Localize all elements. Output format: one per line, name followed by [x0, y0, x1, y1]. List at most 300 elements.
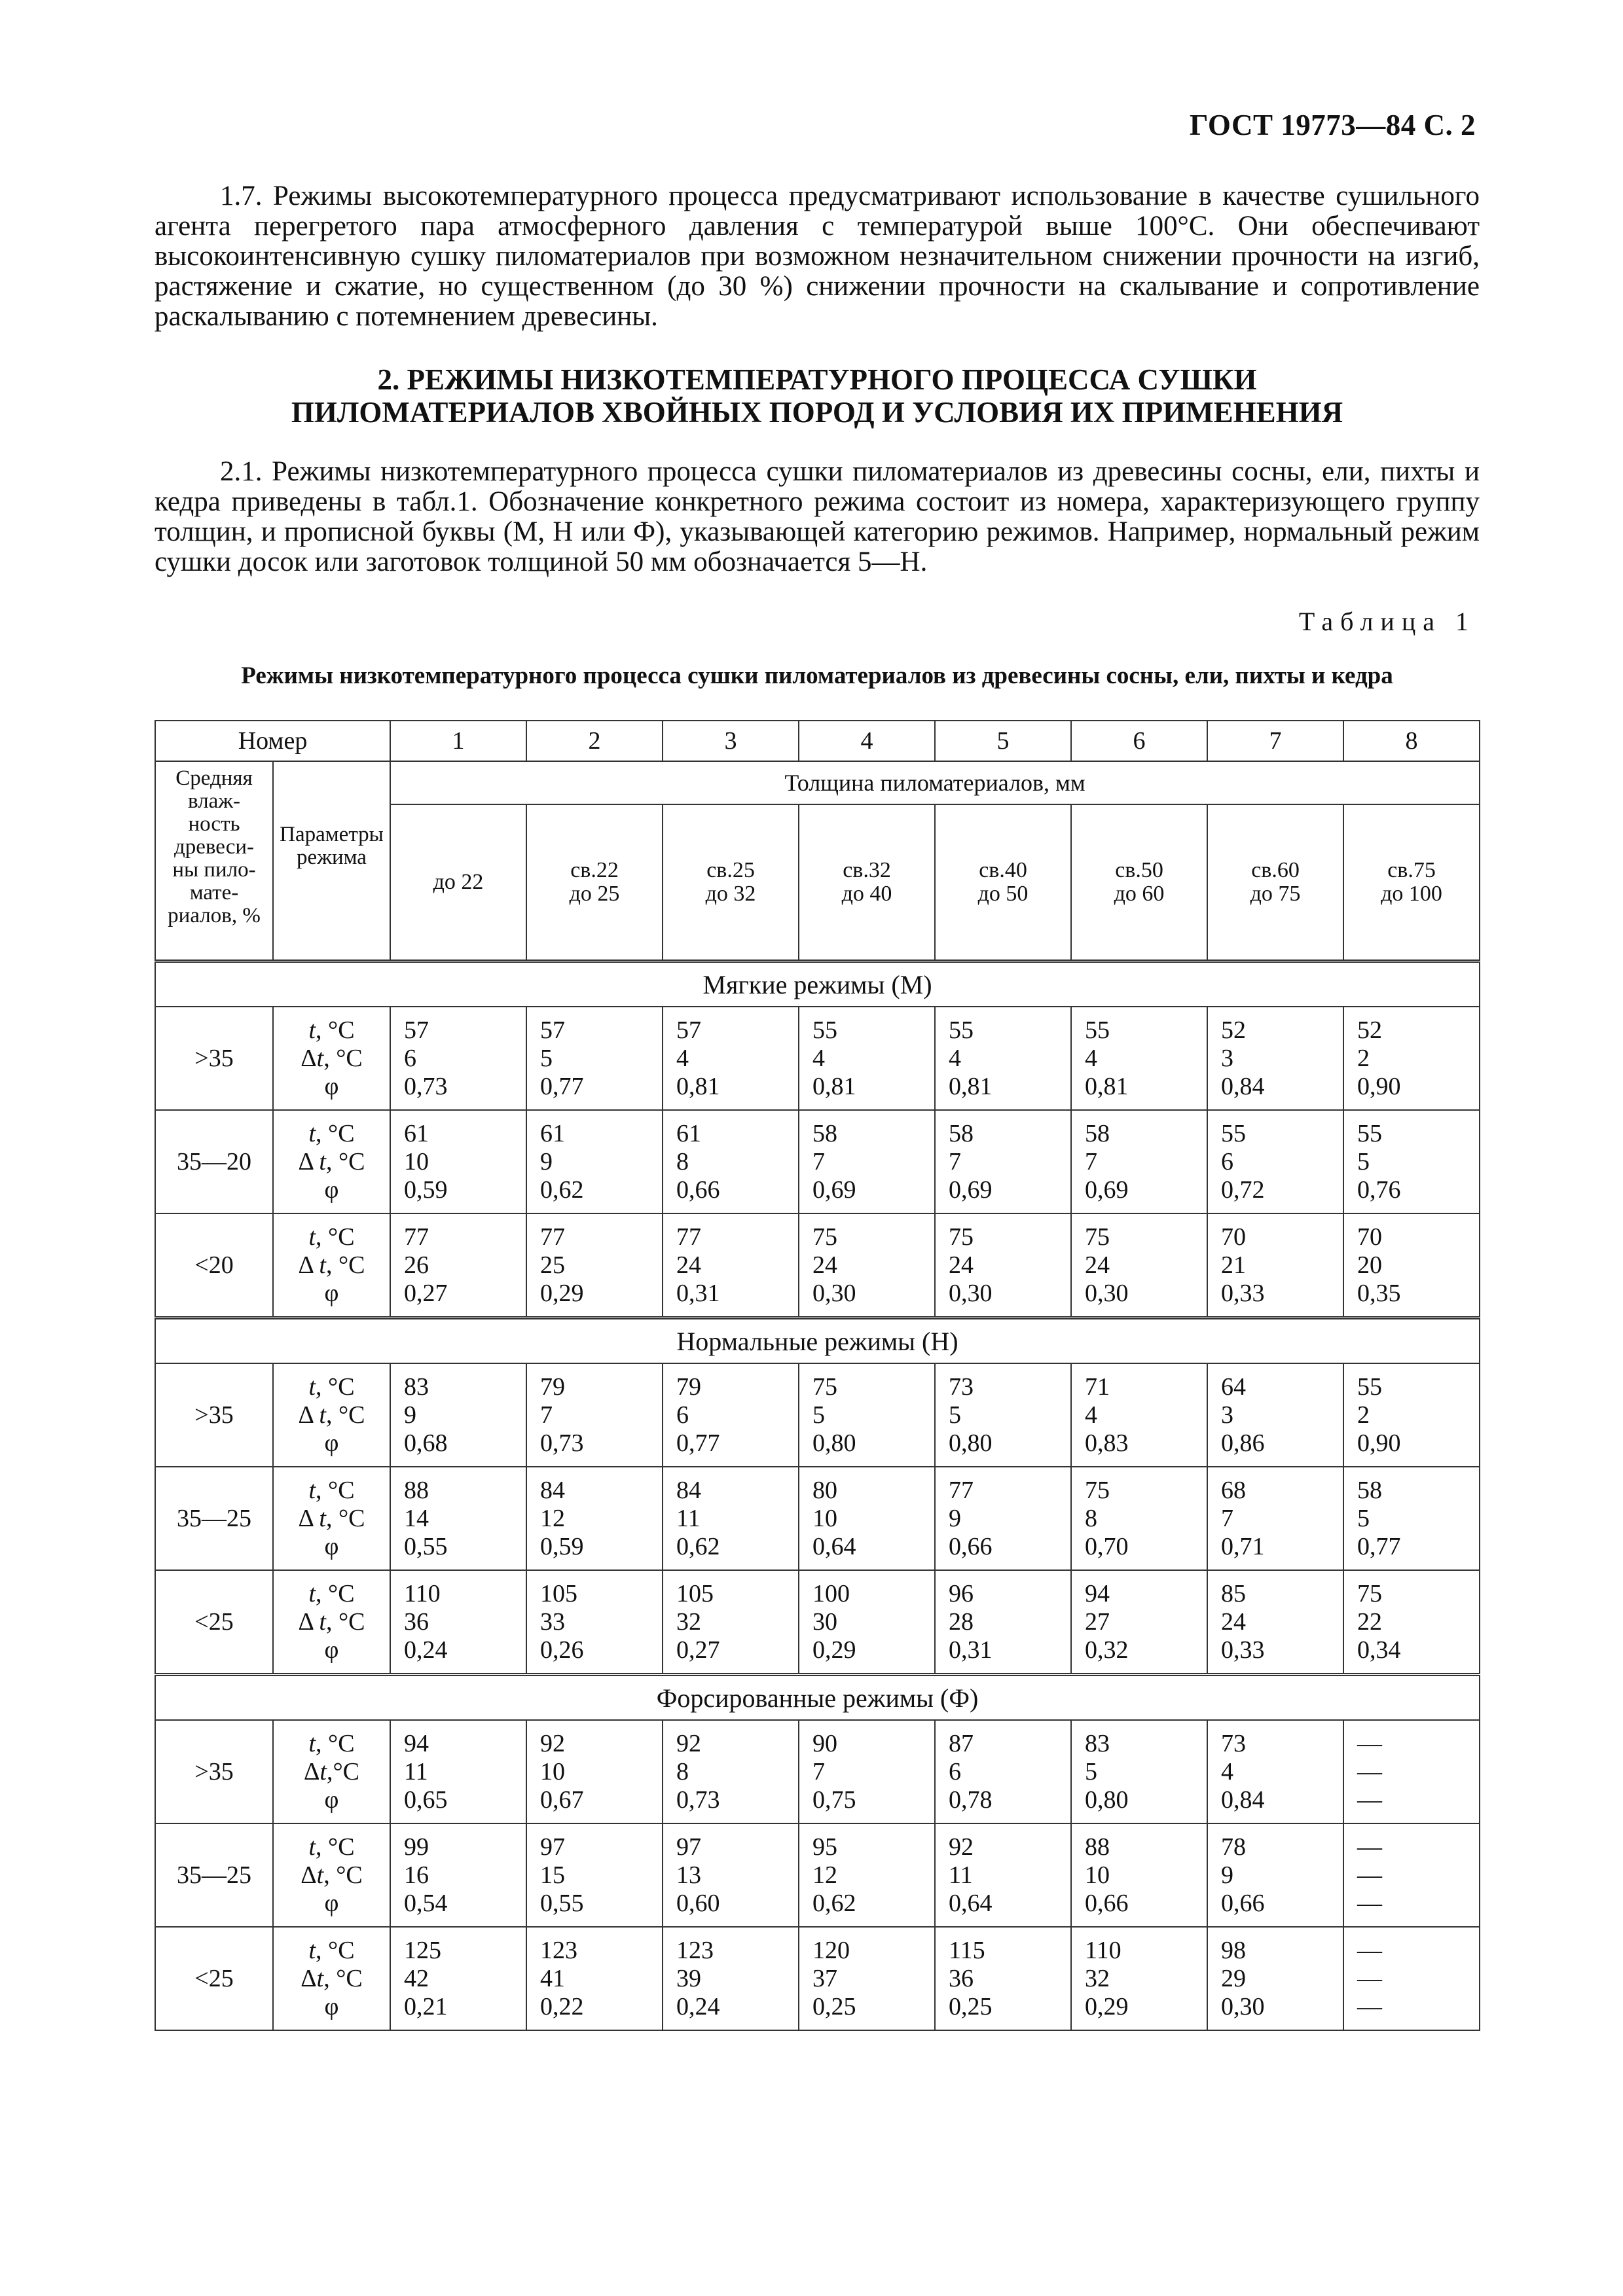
value-line: 0,64	[949, 1889, 993, 1917]
value-cell	[799, 1823, 935, 1927]
value-line: 8	[676, 1757, 689, 1785]
value-line: 75	[1085, 1476, 1110, 1504]
param-line: t, °C	[308, 1016, 355, 1044]
value-cell	[526, 1213, 663, 1318]
mode-number-cell: 1	[390, 721, 526, 761]
value-line: 0,60	[676, 1889, 720, 1917]
section-row	[155, 961, 1480, 1007]
value-line: 0,66	[949, 1532, 993, 1560]
value-cell	[1343, 1823, 1480, 1927]
value-cell	[1343, 1363, 1480, 1467]
section-title-cell: Нормальные режимы (Н)	[155, 1318, 1480, 1364]
value-line: 5	[812, 1401, 826, 1429]
thickness-cell	[1343, 804, 1480, 961]
param-line: φ	[324, 1532, 339, 1560]
value-line: 8	[1085, 1504, 1098, 1532]
table-row-header	[155, 761, 1480, 804]
value-cell	[1343, 1927, 1480, 2030]
value-line: 24	[1221, 1607, 1247, 1636]
params-cell	[273, 1823, 390, 1927]
value-line: 3	[1221, 1401, 1234, 1429]
value-line: 0,24	[404, 1636, 448, 1664]
value-line: 55	[1357, 1372, 1383, 1401]
value-cell	[663, 1467, 799, 1570]
value-line: 0,29	[812, 1636, 856, 1664]
thickness-cell	[1071, 804, 1207, 961]
value-line: 57	[676, 1016, 702, 1044]
value-line: 3	[1221, 1044, 1234, 1072]
value-cell	[935, 1570, 1071, 1675]
value-line: 0,30	[1085, 1279, 1129, 1307]
value-cell	[390, 1570, 526, 1675]
value-line: 88	[404, 1476, 429, 1504]
value-line: 79	[676, 1372, 702, 1401]
value-line: 58	[1085, 1119, 1110, 1147]
params-cell	[273, 1363, 390, 1467]
value-line: 87	[949, 1729, 974, 1757]
section-row	[155, 1675, 1480, 1721]
value-line: 55	[1357, 1119, 1383, 1147]
value-line: 0,66	[676, 1175, 720, 1204]
value-line: 55	[812, 1016, 838, 1044]
value-cell	[1071, 1823, 1207, 1927]
value-line: 5	[949, 1401, 962, 1429]
value-line: 73	[949, 1372, 974, 1401]
value-cell	[390, 1720, 526, 1823]
value-line: 30	[812, 1607, 838, 1636]
value-line: —	[1357, 1757, 1383, 1785]
value-line: 7	[812, 1147, 826, 1175]
value-cell	[1071, 1467, 1207, 1570]
value-line: 32	[1085, 1964, 1110, 1992]
value-cell	[1207, 1007, 1343, 1110]
value-line: 0,81	[949, 1072, 993, 1100]
value-cell	[799, 1213, 935, 1318]
value-line: 92	[949, 1833, 974, 1861]
value-line: 97	[540, 1833, 566, 1861]
value-line: 0,80	[1085, 1785, 1129, 1814]
value-line: 95	[812, 1833, 838, 1861]
value-line: 57	[404, 1016, 429, 1044]
value-line: 75	[812, 1223, 838, 1251]
value-line: 32	[676, 1607, 702, 1636]
value-line: 36	[949, 1964, 974, 1992]
value-line: —	[1357, 1729, 1383, 1757]
value-line: 13	[676, 1861, 702, 1889]
value-line: 100	[812, 1579, 850, 1607]
value-line: 0,25	[949, 1992, 993, 2020]
value-line: 94	[404, 1729, 429, 1757]
thickness-line: св.40	[979, 858, 1027, 882]
mode-number-cell: 6	[1071, 721, 1207, 761]
param-line: t, °C	[308, 1729, 355, 1757]
value-line: 83	[404, 1372, 429, 1401]
value-cell	[390, 1823, 526, 1927]
value-line: 58	[1357, 1476, 1383, 1504]
value-line: 11	[949, 1861, 973, 1889]
value-line: 125	[404, 1936, 442, 1964]
value-line: 0,32	[1085, 1636, 1129, 1664]
value-line: 0,54	[404, 1889, 448, 1917]
value-cell	[799, 1720, 935, 1823]
value-line: 0,30	[812, 1279, 856, 1307]
thickness-line: св.60	[1251, 858, 1300, 882]
moisture-cell: 35—25	[155, 1823, 273, 1927]
value-line: 0,70	[1085, 1532, 1129, 1560]
value-line: 9	[949, 1504, 962, 1532]
value-line: —	[1357, 1861, 1383, 1889]
value-line: 6	[1221, 1147, 1234, 1175]
value-line: 11	[676, 1504, 701, 1532]
value-line: 58	[949, 1119, 974, 1147]
thickness-header-cell: Толщина пиломатериалов, мм	[390, 761, 1480, 804]
value-line: 0,77	[1357, 1532, 1401, 1560]
value-line: 36	[404, 1607, 429, 1636]
value-cell	[935, 1363, 1071, 1467]
param-line: Δt,°C	[303, 1757, 360, 1785]
value-line: 0,31	[949, 1636, 993, 1664]
value-line: 0,90	[1357, 1072, 1401, 1100]
value-cell	[1071, 1007, 1207, 1110]
value-line: 6	[949, 1757, 962, 1785]
value-line: 68	[1221, 1476, 1247, 1504]
value-line: 8	[676, 1147, 689, 1175]
value-line: 5	[1085, 1757, 1098, 1785]
value-line: 0,59	[404, 1175, 448, 1204]
thickness-cell	[935, 804, 1071, 961]
param-line: t, °C	[308, 1579, 355, 1607]
param-line: φ	[324, 1429, 339, 1457]
value-line: 6	[676, 1401, 689, 1429]
value-line: 39	[676, 1964, 702, 1992]
params-cell	[273, 1720, 390, 1823]
value-line: 10	[1085, 1861, 1110, 1889]
value-line: 0,83	[1085, 1429, 1129, 1457]
thickness-cell	[663, 804, 799, 961]
value-line: 70	[1221, 1223, 1247, 1251]
value-line: 123	[540, 1936, 578, 1964]
value-line: 75	[1357, 1579, 1383, 1607]
value-cell	[1071, 1110, 1207, 1213]
moisture-cell: <20	[155, 1213, 273, 1318]
value-cell	[390, 1927, 526, 2030]
value-line: 110	[404, 1579, 441, 1607]
value-line: —	[1357, 1992, 1383, 2020]
value-line: 7	[812, 1757, 826, 1785]
value-cell	[799, 1007, 935, 1110]
value-line: 4	[1085, 1401, 1098, 1429]
params-header-line: режима	[297, 846, 367, 869]
value-cell	[799, 1467, 935, 1570]
thickness-cell	[1207, 804, 1343, 961]
value-line: 5	[1357, 1147, 1370, 1175]
param-line: Δ t, °C	[298, 1401, 365, 1429]
value-line: 0,30	[1221, 1992, 1265, 2020]
value-line: 7	[949, 1147, 962, 1175]
value-cell	[526, 1467, 663, 1570]
value-line: 0,80	[812, 1429, 856, 1457]
param-line: φ	[324, 1992, 339, 2020]
value-line: 0,69	[949, 1175, 993, 1204]
value-cell	[1071, 1927, 1207, 2030]
param-line: φ	[324, 1072, 339, 1100]
value-line: 4	[949, 1044, 962, 1072]
table-row	[155, 1007, 1480, 1110]
value-line: 0,55	[404, 1532, 448, 1560]
value-line: 73	[1221, 1729, 1247, 1757]
value-line: 24	[676, 1251, 702, 1279]
value-cell	[526, 1720, 663, 1823]
table-title: Режимы низкотемпературного процесса сушки пиломатериалов из древесины сосны, ели, пихты и кедра	[241, 662, 1393, 689]
value-cell	[390, 1467, 526, 1570]
value-line: 78	[1221, 1833, 1247, 1861]
value-line: 7	[1221, 1504, 1234, 1532]
section-title-line: ПИЛОМАТЕРИАЛОВ ХВОЙНЫХ ПОРОД И УСЛОВИЯ ИХ ПРИМЕНЕНИЯ	[291, 396, 1343, 429]
value-line: 0,81	[812, 1072, 856, 1100]
thickness-cell	[526, 804, 663, 961]
moisture-cell: 35—20	[155, 1110, 273, 1213]
value-line: 0,21	[404, 1992, 448, 2020]
param-line: Δ t, °C	[298, 1504, 365, 1532]
value-line: 22	[1357, 1607, 1383, 1636]
value-line: 61	[404, 1119, 429, 1147]
value-cell	[1207, 1927, 1343, 2030]
param-line: Δ t, °C	[298, 1147, 365, 1175]
moisture-header-line: мате-	[189, 881, 239, 905]
value-line: 0,24	[676, 1992, 720, 2020]
moisture-header-line: ность	[188, 812, 240, 836]
value-line: 57	[540, 1016, 566, 1044]
value-cell	[390, 1110, 526, 1213]
param-line: Δ t, °C	[298, 1607, 365, 1636]
value-cell	[663, 1007, 799, 1110]
value-line: 75	[812, 1372, 838, 1401]
value-line: 64	[1221, 1372, 1247, 1401]
thickness-line: до 25	[569, 882, 620, 906]
thickness-line: до 40	[841, 882, 892, 906]
value-line: 4	[676, 1044, 689, 1072]
value-line: 41	[540, 1964, 566, 1992]
value-line: 5	[1357, 1504, 1370, 1532]
table-row-numbers	[155, 721, 1480, 761]
value-cell	[526, 1823, 663, 1927]
value-line: 4	[1085, 1044, 1098, 1072]
value-line: 77	[540, 1223, 566, 1251]
value-line: 52	[1221, 1016, 1247, 1044]
value-cell	[526, 1927, 663, 2030]
value-line: 10	[812, 1504, 838, 1532]
value-cell	[1343, 1720, 1480, 1823]
value-line: 27	[1085, 1607, 1110, 1636]
value-cell	[1343, 1007, 1480, 1110]
value-line: 0,62	[540, 1175, 584, 1204]
thickness-line: св.32	[843, 858, 891, 882]
value-line: 0,81	[676, 1072, 720, 1100]
value-line: 0,34	[1357, 1636, 1401, 1664]
value-line: 15	[540, 1861, 566, 1889]
params-header-line: Параметры	[280, 823, 384, 846]
value-line: 0,25	[812, 1992, 856, 2020]
moisture-header-line: влаж-	[187, 789, 241, 813]
thickness-line: до 22	[433, 870, 484, 894]
value-line: 5	[540, 1044, 553, 1072]
value-cell	[663, 1363, 799, 1467]
value-line: 0,22	[540, 1992, 584, 2020]
value-line: 0,26	[540, 1636, 584, 1664]
value-line: 84	[540, 1476, 566, 1504]
value-cell	[1207, 1110, 1343, 1213]
value-line: 0,27	[676, 1636, 720, 1664]
value-cell	[1207, 1467, 1343, 1570]
value-line: 0,55	[540, 1889, 584, 1917]
params-cell	[273, 1927, 390, 2030]
value-cell	[1207, 1823, 1343, 1927]
value-line: 0,69	[1085, 1175, 1129, 1204]
section-title-cell: Форсированные режимы (Ф)	[155, 1675, 1480, 1721]
value-line: 0,33	[1221, 1279, 1265, 1307]
value-line: 75	[1085, 1223, 1110, 1251]
value-line: 29	[1221, 1964, 1247, 1992]
value-line: 105	[540, 1579, 578, 1607]
section-title-cell: Мягкие режимы (М)	[155, 961, 1480, 1007]
value-cell	[935, 1467, 1071, 1570]
value-cell	[663, 1927, 799, 2030]
param-line: Δ t, °C	[298, 1251, 365, 1279]
value-cell	[390, 1213, 526, 1318]
value-line: 85	[1221, 1579, 1247, 1607]
moisture-cell: 35—25	[155, 1467, 273, 1570]
value-line: 0,81	[1085, 1072, 1129, 1100]
value-line: 0,90	[1357, 1429, 1401, 1457]
value-line: 0,80	[949, 1429, 993, 1457]
params-header-cell	[273, 761, 390, 961]
value-line: 4	[1221, 1757, 1234, 1785]
value-line: 71	[1085, 1372, 1110, 1401]
value-cell	[935, 1927, 1071, 2030]
moisture-header-cell	[155, 761, 273, 961]
value-cell	[663, 1720, 799, 1823]
value-line: 0,29	[540, 1279, 584, 1307]
value-line: 0,73	[404, 1072, 448, 1100]
value-line: 61	[676, 1119, 702, 1147]
thickness-line: до 60	[1114, 882, 1165, 906]
value-line: 0,84	[1221, 1785, 1265, 1814]
value-line: 83	[1085, 1729, 1110, 1757]
value-line: 9	[540, 1147, 553, 1175]
value-line: —	[1357, 1936, 1383, 1964]
value-cell	[663, 1110, 799, 1213]
value-line: 110	[1085, 1936, 1122, 1964]
thickness-cell	[390, 804, 526, 961]
param-line: t, °C	[308, 1119, 355, 1147]
value-line: 98	[1221, 1936, 1247, 1964]
value-line: 88	[1085, 1833, 1110, 1861]
value-cell	[1207, 1363, 1343, 1467]
value-line: 0,71	[1221, 1532, 1265, 1560]
value-line: 42	[404, 1964, 429, 1992]
value-line: 0,69	[812, 1175, 856, 1204]
value-line: 4	[812, 1044, 826, 1072]
value-cell	[526, 1363, 663, 1467]
value-line: 55	[1221, 1119, 1247, 1147]
value-line: 10	[540, 1757, 566, 1785]
value-cell	[663, 1823, 799, 1927]
value-line: 0,27	[404, 1279, 448, 1307]
value-cell	[1071, 1363, 1207, 1467]
value-line: 0,29	[1085, 1992, 1129, 2020]
mode-number-cell: 7	[1207, 721, 1343, 761]
value-line: 2	[1357, 1044, 1370, 1072]
param-line: φ	[324, 1279, 339, 1307]
param-line: φ	[324, 1636, 339, 1664]
value-line: 0,78	[949, 1785, 993, 1814]
moisture-cell: >35	[155, 1720, 273, 1823]
value-line: 92	[676, 1729, 702, 1757]
table-row	[155, 1110, 1480, 1213]
value-line: 120	[812, 1936, 850, 1964]
value-cell	[390, 1363, 526, 1467]
value-line: 6	[404, 1044, 417, 1072]
mode-number-cell: 3	[663, 721, 799, 761]
value-line: 28	[949, 1607, 974, 1636]
value-line: 0,64	[812, 1532, 856, 1560]
value-line: 58	[812, 1119, 838, 1147]
value-cell	[1207, 1570, 1343, 1675]
table-body	[155, 721, 1480, 2030]
value-line: 16	[404, 1861, 429, 1889]
value-cell	[935, 1213, 1071, 1318]
table-row	[155, 1363, 1480, 1467]
value-line: 0,31	[676, 1279, 720, 1307]
value-line: 77	[404, 1223, 429, 1251]
param-line: t, °C	[308, 1936, 355, 1964]
value-line: 55	[1085, 1016, 1110, 1044]
params-cell	[273, 1213, 390, 1318]
value-line: 52	[1357, 1016, 1383, 1044]
value-cell	[1207, 1720, 1343, 1823]
value-line: 0,30	[949, 1279, 993, 1307]
value-line: 2	[1357, 1401, 1370, 1429]
value-line: 20	[1357, 1251, 1383, 1279]
value-line: 0,77	[540, 1072, 584, 1100]
params-cell	[273, 1570, 390, 1675]
value-line: 92	[540, 1729, 566, 1757]
value-line: 84	[676, 1476, 702, 1504]
moisture-cell: <25	[155, 1927, 273, 2030]
moisture-cell: >35	[155, 1007, 273, 1110]
mode-number-cell: 2	[526, 721, 663, 761]
value-cell	[935, 1007, 1071, 1110]
value-line: —	[1357, 1964, 1383, 1992]
table-row	[155, 1213, 1480, 1318]
value-line: 12	[540, 1504, 566, 1532]
regime-table	[155, 720, 1480, 2031]
params-cell	[273, 1467, 390, 1570]
param-line: Δt, °C	[301, 1044, 363, 1072]
mode-number-cell: 8	[1343, 721, 1480, 761]
param-line: Δt, °C	[301, 1964, 363, 1992]
thickness-line: до 75	[1250, 882, 1301, 906]
value-line: 7	[1085, 1147, 1098, 1175]
paragraph-1-7: 1.7. Режимы высокотемпературного процесса предусматривают использование в качестве сушильного агента перегретого пара атмосферного давления с температурой выше 100°С. Они обеспечивают высокоинтенсивную сушку пиломатериалов при возможном незначительном снижении прочности на изгиб, растяжение и сжатие, но существенном (до 30 %) снижении прочности на скалывание и сопротивление раскалыванию с потемнением древесины.	[155, 181, 1480, 332]
value-line: 11	[404, 1757, 428, 1785]
value-line: 115	[949, 1936, 985, 1964]
value-line: 9	[1221, 1861, 1234, 1889]
value-line: 61	[540, 1119, 566, 1147]
table-label: Таблица 1	[1298, 607, 1476, 636]
value-cell	[1071, 1213, 1207, 1318]
value-line: 0,33	[1221, 1636, 1265, 1664]
